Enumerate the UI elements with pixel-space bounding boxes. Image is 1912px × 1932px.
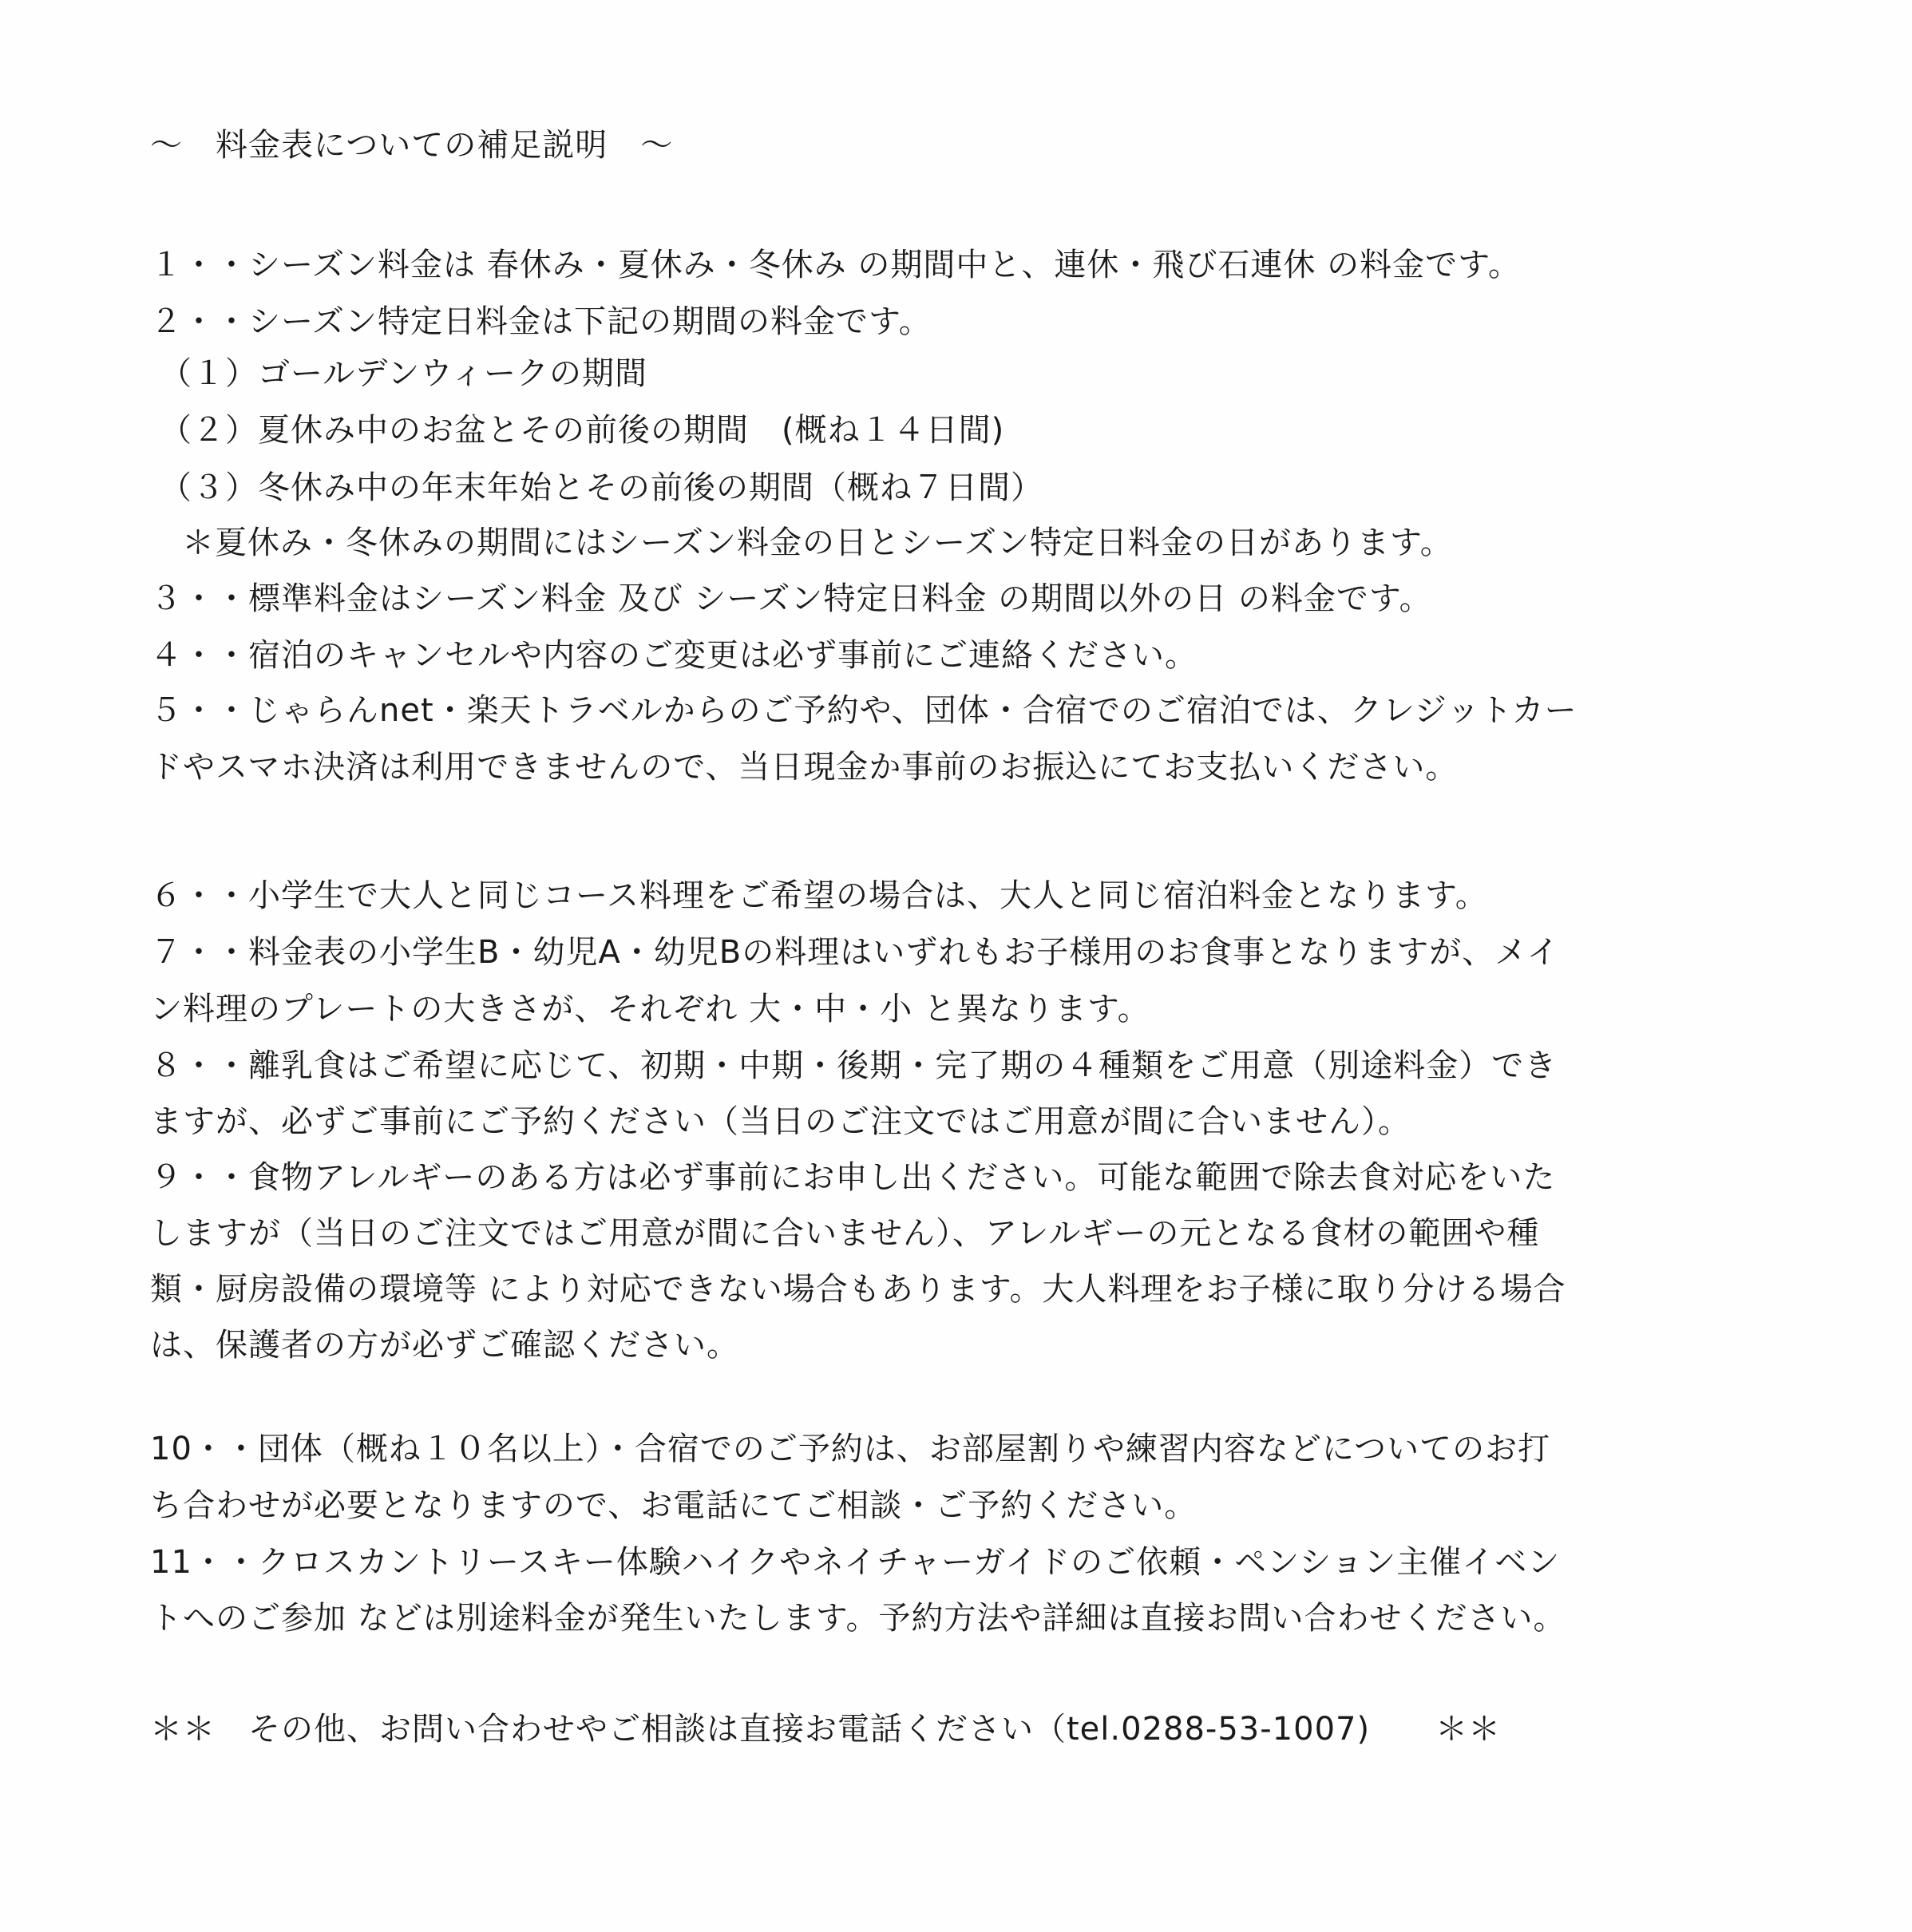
note-8-line-2: ますが、必ずご事前にご予約ください（当日のご注文ではご用意が間に合いません）。: [150, 1103, 1411, 1140]
note-10-line-2: ち合わせが必要となりますので、お電話にてご相談・ご予約ください。: [150, 1487, 1197, 1524]
note-7-line-2: ン料理のプレートの大きさが、それぞれ 大・中・小 と異なります。: [150, 991, 1150, 1027]
note-9-line-4: は、保護者の方が必ずご確認ください。: [150, 1327, 739, 1364]
contact-line: ＊＊ その他、お問い合わせやご相談は直接お電話ください（tel.0288-53-1007) ＊＊: [150, 1711, 1502, 1748]
note-11-line-1: 11・・クロスカントリースキー体験ハイクやネイチャーガイドのご依頼・ペンション主催イベン: [150, 1544, 1561, 1581]
note-4-line: ４・・宿泊のキャンセルや内容のご変更は必ず事前にご連絡ください。: [150, 637, 1197, 674]
note-5-line-1: ５・・じゃらんnet・楽天トラベルからのご予約や、団体・合宿でのご宿泊では、クレジットカー: [150, 692, 1577, 729]
note-6-line: ６・・小学生で大人と同じコース料理をご希望の場合は、大人と同じ宿泊料金となります。: [150, 877, 1488, 914]
note-2-sub-3: （３）冬休み中の年末年始とその前後の期間（概ね７日間）: [160, 469, 1043, 506]
note-5-line-2: ドやスマホ決済は利用できませんので、当日現金か事前のお振込にてお支払いください。: [150, 749, 1459, 786]
note-8-line-1: ８・・離乳食はご希望に応じて、初期・中期・後期・完了期の４種類をご用意（別途料金）でき: [150, 1047, 1558, 1084]
note-11-line-2: トへのご参加 などは別途料金が発生いたします。予約方法や詳細は直接お問い合わせください。: [150, 1600, 1566, 1637]
note-9-line-1: ９・・食物アレルギーのある方は必ず事前にお申し出ください。可能な範囲で除去食対応をいた: [150, 1159, 1556, 1196]
note-9-line-3: 類・厨房設備の環境等 により対応できない場合もあります。大人料理をお子様に取り分ける場合: [150, 1271, 1566, 1308]
note-10-line-1: 10・・団体（概ね１０名以上）・合宿でのご予約は、お部屋割りや練習内容などについてのお打: [150, 1431, 1551, 1467]
note-3-line: ３・・標準料金はシーズン料金 及び シーズン特定日料金 の期間以外の日 の料金です。: [150, 580, 1432, 617]
note-1-line: １・・シーズン料金は 春休み・夏休み・冬休み の期間中と、連休・飛び石連休 の料金です。: [150, 247, 1521, 283]
note-9-line-2: しますが（当日のご注文ではご用意が間に合いません）、アレルギーの元となる食材の範囲や種: [150, 1215, 1540, 1252]
document-title: ～ 料金表についての補足説明 ～: [150, 127, 674, 164]
note-2-sub-1: （１）ゴールデンウィークの期間: [160, 355, 647, 392]
note-2-line: ２・・シーズン特定日料金は下記の期間の料金です。: [150, 303, 932, 340]
note-2-sub-2: （２）夏休み中のお盆とその前後の期間 (概ね１４日間): [160, 412, 1005, 449]
note-2-asterisk: ＊夏休み・冬休みの期間にはシーズン料金の日とシーズン特定日料金の日があります。: [182, 525, 1453, 561]
note-7-line-1: ７・・料金表の小学生B・幼児A・幼児Bの料理はいずれもお子様用のお食事となりますが、メイ: [150, 934, 1560, 971]
